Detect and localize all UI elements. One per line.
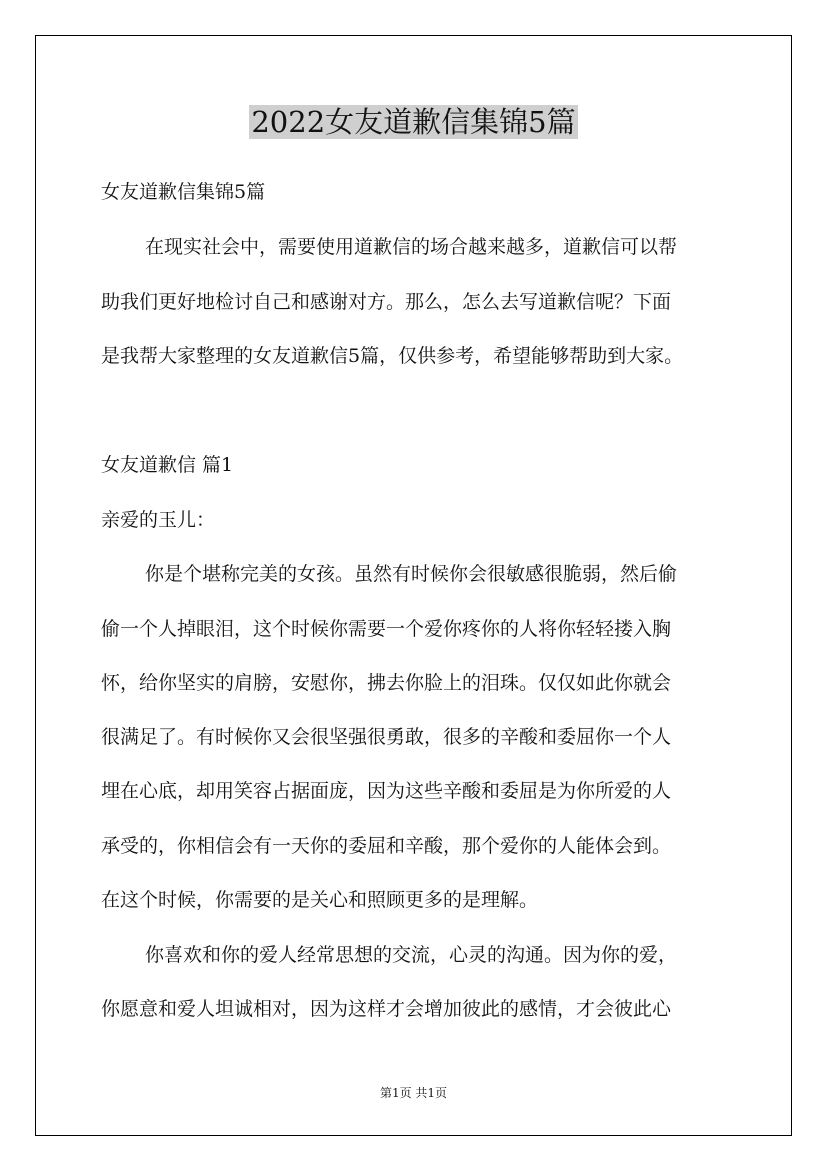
body-line-9: 你愿意和爱人坦诚相对，因为这样才会增加彼此的感情，才会彼此心: [101, 998, 672, 1020]
document-subtitle: 女友道歉信集锦5篇: [101, 181, 266, 203]
body-line-6: 承受的，你相信会有一天你的委屈和辛酸，那个爱你的人能体会到。: [101, 835, 672, 857]
body-line-5: 埋在心底，却用笑容占据面庞，因为这些辛酸和委屈是为你所爱的人: [101, 780, 672, 802]
body-line-8: 你喜欢和你的爱人经常思想的交流，心灵的沟通。因为你的爱，: [145, 944, 678, 966]
body-line-2: 偷一个人掉眼泪，这个时候你需要一个爱你疼你的人将你轻轻搂入胸: [101, 618, 672, 640]
document-title: [0, 99, 827, 145]
body-line-4: 很满足了。有时候你又会很坚强很勇敢，很多的辛酸和委屈你一个人: [101, 726, 672, 748]
document-title-text: 2022女友道歉信集锦5篇: [251, 105, 576, 139]
salutation: 亲爱的玉儿：: [101, 509, 216, 531]
body-line-1: 你是个堪称完美的女孩。虽然有时候你会很敏感很脆弱，然后偷: [145, 563, 678, 585]
body-line-3: 怀，给你坚实的肩膀，安慰你，拂去你脸上的泪珠。仅仅如此你就会: [101, 672, 672, 694]
intro-line-2: 助我们更好地检讨自己和感谢对方。那么，怎么去写道歉信呢？下面: [101, 291, 672, 313]
intro-line-3: 是我帮大家整理的女友道歉信5篇，仅供参考，希望能够帮助到大家。: [101, 345, 684, 367]
section-heading: 女友道歉信 篇1: [101, 454, 234, 476]
page-footer: 第1页 共1页: [379, 1086, 448, 1100]
body-line-7: 在这个时候，你需要的是关心和照顾更多的是理解。: [101, 889, 539, 911]
intro-line-1: 在现实社会中，需要使用道歉信的场合越来越多，道歉信可以帮: [145, 236, 678, 258]
